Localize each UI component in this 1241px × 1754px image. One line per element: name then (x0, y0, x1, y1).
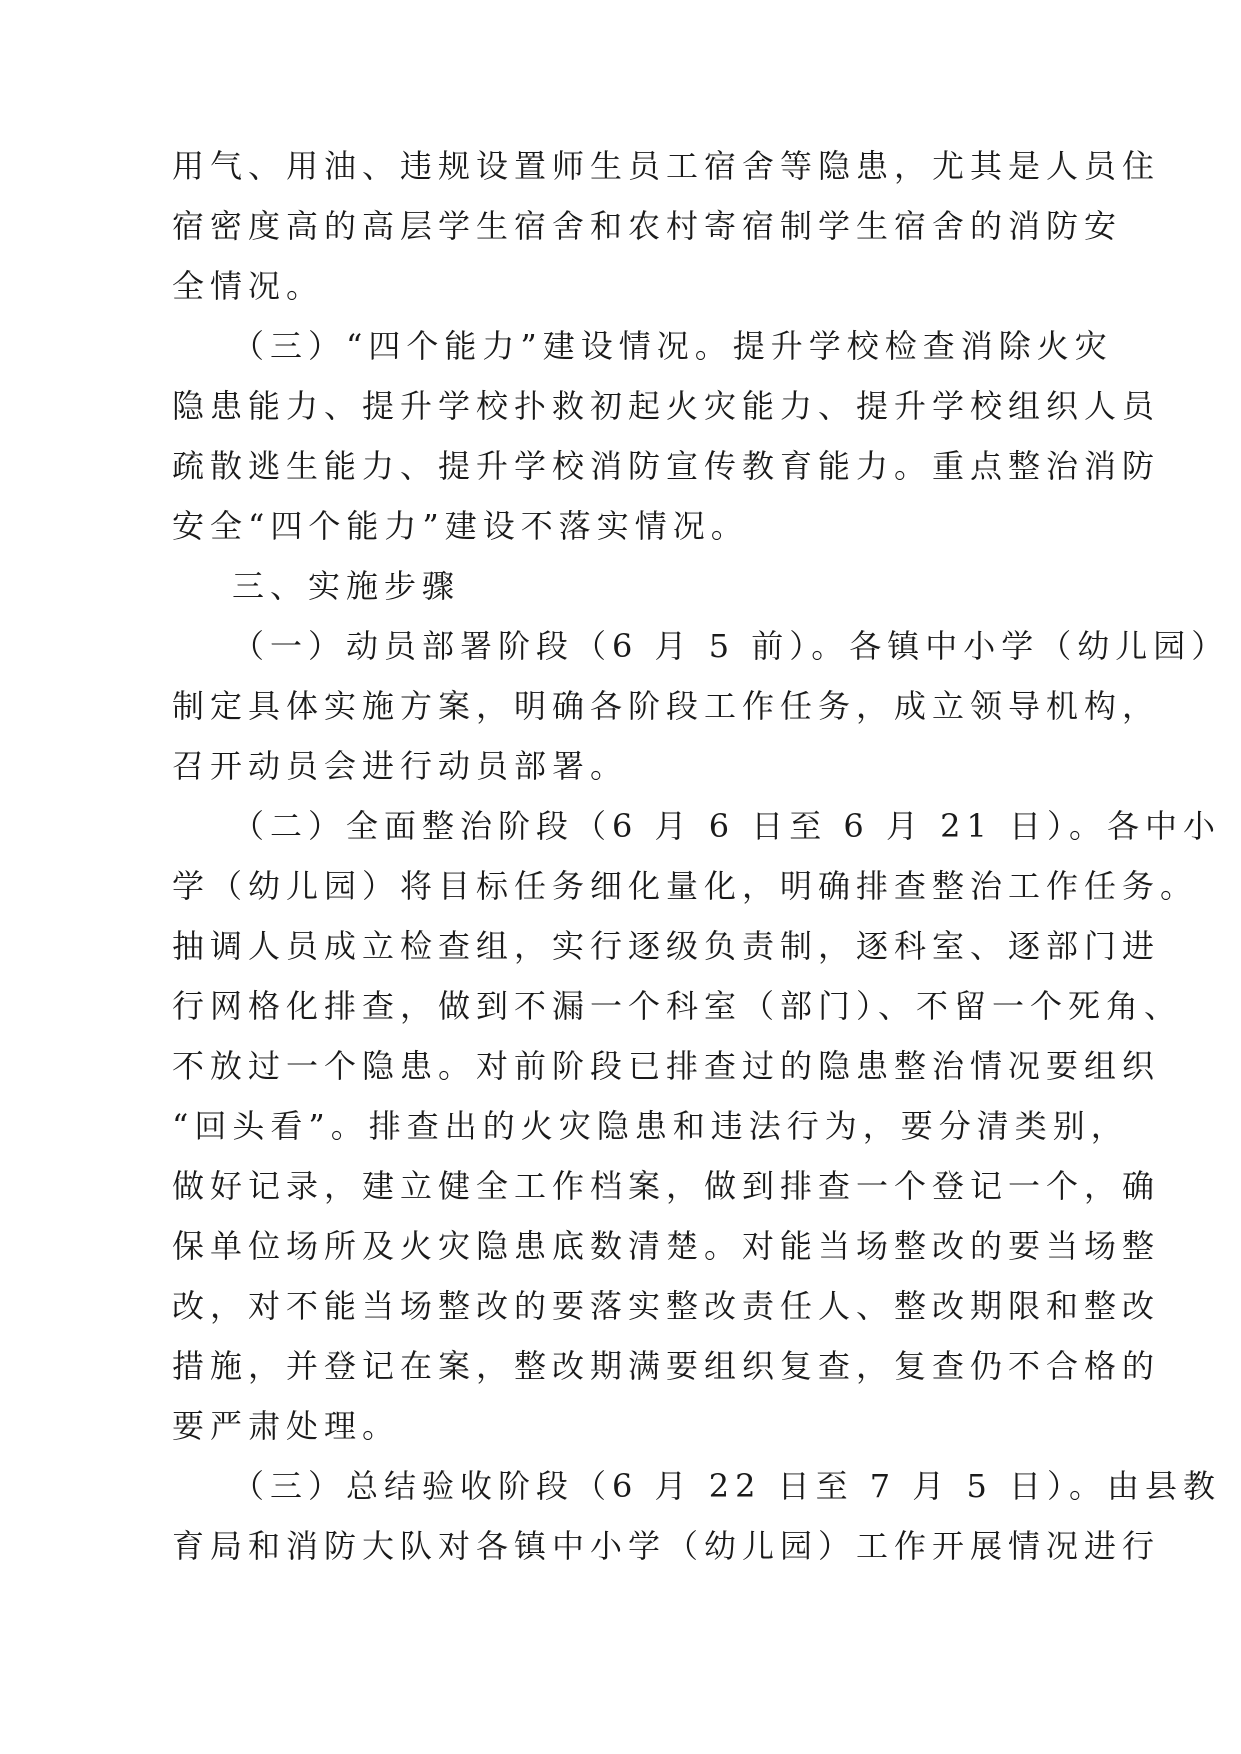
text-line: 制定具体实施方案，明确各阶段工作任务，成立领导机构， (172, 687, 1161, 725)
text-line: 改，对不能当场整改的要落实整改责任人、整改期限和整改 (172, 1287, 1161, 1325)
text-line: 不放过一个隐患。对前阶段已排查过的隐患整治情况要组织 (172, 1047, 1161, 1085)
text-line: 用气、用油、违规设置师生员工宿舍等隐患，尤其是人员住 (172, 147, 1161, 185)
text-line: 要严肃处理。 (172, 1407, 401, 1445)
text-line: 安全“四个能力”建设不落实情况。 (172, 507, 749, 545)
text-line: 育局和消防大队对各镇中小学（幼儿园）工作开展情况进行 (172, 1527, 1161, 1565)
text-line: 抽调人员成立检查组，实行逐级负责制，逐科室、逐部门进 (172, 927, 1161, 965)
section-heading: （三）总结验收阶段（6 月 22 日至 7 月 5 日）。由县教 (232, 1467, 1222, 1505)
text-line: 疏散逃生能力、提升学校消防宣传教育能力。重点整治消防 (172, 447, 1161, 485)
text-line: 学（幼儿园）将目标任务细化量化，明确排查整治工作任务。 (172, 867, 1199, 905)
text-line: 全情况。 (172, 267, 325, 305)
text-line: 保单位场所及火灾隐患底数清楚。对能当场整改的要当场整 (172, 1227, 1161, 1265)
section-heading: （三）“四个能力”建设情况。提升学校检查消除火灾 (232, 327, 1113, 365)
text-line: 宿密度高的高层学生宿舍和农村寄宿制学生宿舍的消防安 (172, 207, 1123, 245)
text-line: 行网格化排查，做到不漏一个科室（部门）、不留一个死角、 (172, 987, 1183, 1025)
section-heading: （一）动员部署阶段（6 月 5 前）。各镇中小学（幼儿园） (232, 627, 1230, 665)
section-heading: 三、实施步骤 (232, 567, 461, 605)
section-heading: （二）全面整治阶段（6 月 6 日至 6 月 21 日）。各中小 (232, 807, 1222, 845)
text-line: “回头看”。排查出的火灾隐患和违法行为，要分清类别， (172, 1107, 1129, 1145)
text-line: 做好记录，建立健全工作档案，做到排查一个登记一个，确 (172, 1167, 1161, 1205)
text-line: 措施，并登记在案，整改期满要组织复查，复查仍不合格的 (172, 1347, 1161, 1385)
text-line: 召开动员会进行动员部署。 (172, 747, 629, 785)
text-line: 隐患能力、提升学校扑救初起火灾能力、提升学校组织人员 (172, 387, 1161, 425)
